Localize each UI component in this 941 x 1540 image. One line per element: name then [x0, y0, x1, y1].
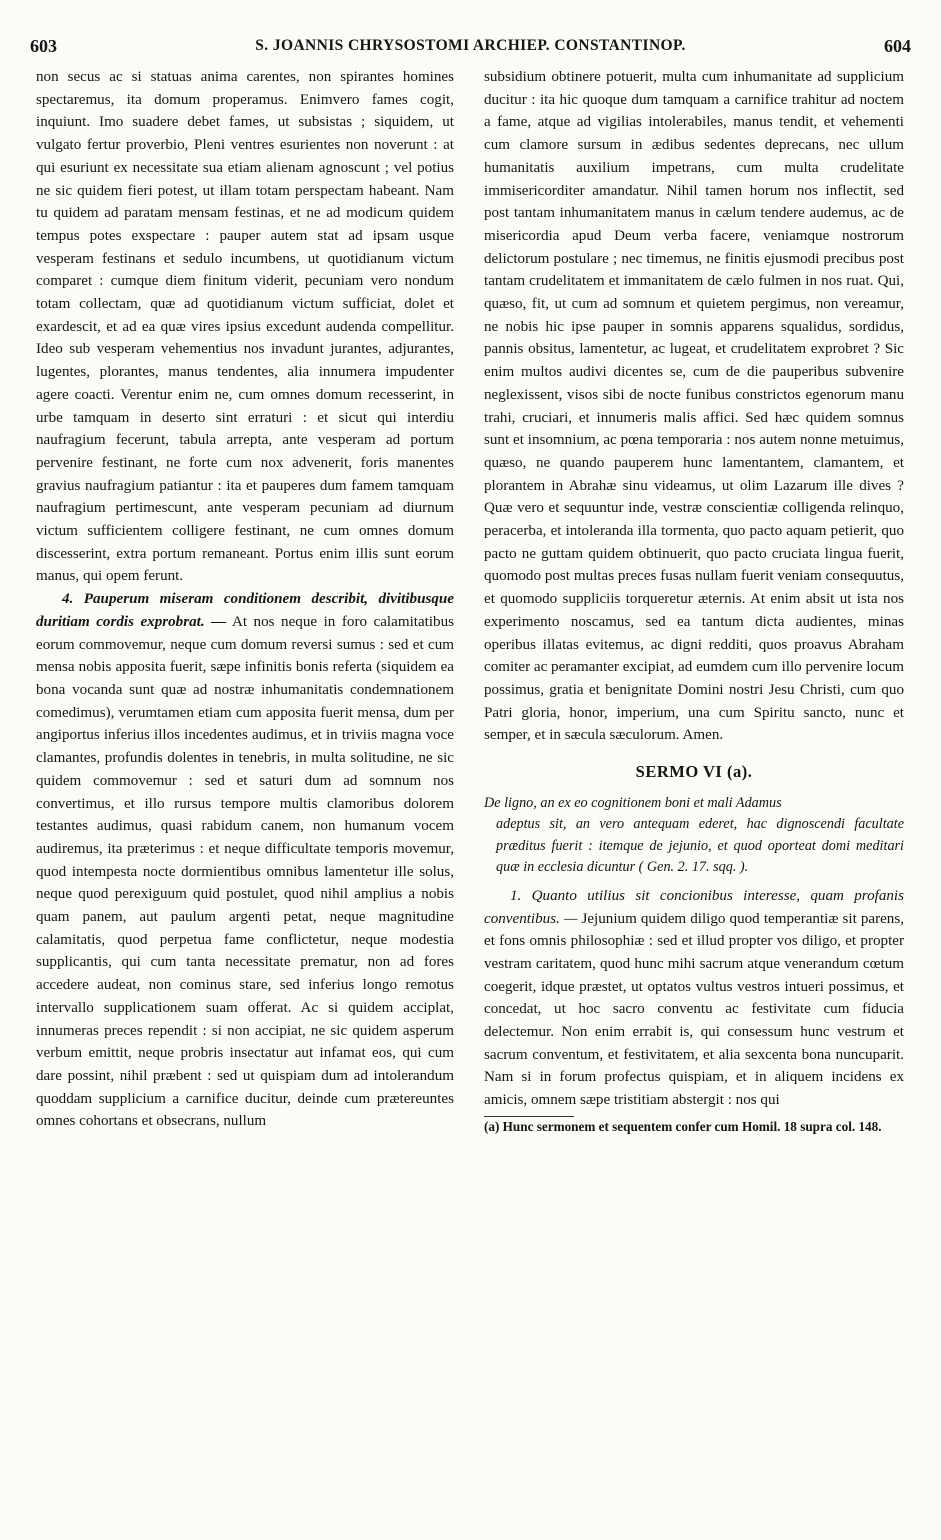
- footnote-rule: [484, 1116, 574, 1117]
- sermon-subtitle-rest: adeptus sit, an vero antequam ederet, hac dignoscendi facultate præditus fuerit : itemque de jejunio, et quod oporteat domi meditari quæ in ecclesia dicuntur ( Gen. 2. 17. sqq. ).: [496, 816, 904, 876]
- running-header: [30, 36, 911, 64]
- section-4-paragraph: [36, 588, 454, 1133]
- section-1-heading: 1. Quanto utilius sit concionibus interesse, quam profanis conventibus. —: [484, 887, 904, 927]
- section-1-body: Jejunium quidem diligo quod temperantiæ sit parens, et fons omnis philosophiæ : sed et illud propter vos diligo, et propter vestram caritatem, quod hunc mihi sacrum atque venerandum cœtum coegerit, idque præstet, ut optatos vultus vestros intueri possimus, et concedat, ut hoc sacro conventu ac festivitate cum fiducia delectemur. Non enim errabit is, qui consessum hunc vestrum et sacrum conventum, et festivitatem, et alia sexcenta bona nuncuparit. Nam si in forum profectus quispiam, et in aliquem incidens ex amicis, omnem sæpe tristitiam abstergit : nos qui: [484, 910, 905, 1109]
- sermon-subtitle: [484, 793, 904, 879]
- sermon-title: SERMO VI (a).: [635, 762, 753, 782]
- sermon-subtitle-first: De ligno, an ex eo cognitionem boni et mali Adamus: [484, 794, 782, 811]
- paragraph-continued: non secus ac si statuas anima carentes, non spirantes homines spectaremus, ita domum properamus. Enimvero fames cogit, inquiunt. Imo suadere debet fames, ut subsistas ; siquidem, ut vulgato fertur proverbio, Pleni ventres esurientes non noverunt : at qui esuriunt ex necessitate sua etiam alienam agnoscunt ; vel potius ne sic quidem fieri potest, ut illam totam perspectam habeant. Nam tu quidem ad paratam mensam festinas, et ne ad modicum quidem tempus potes exspectare : pauper autem stat ad ipsam usque vesperam festinans et sedulo incumbens, ut quotidianum victum comparet : cumque diem finitum viderit, pecuniam vero nondum totam collectam, quæ ad quotidianum victum sufficiat, dolet et exardescit, et ad ea quæ vires ipsius excedunt audenda compellitur. Ideo sub vesperam vehementius nos invadunt jurantes, adjurantes, lugentes, plorantes, manus tendentes, alia innumera impudenter agere coacti. Verentur enim ne, cum omnes domum recesserint, in urbe tamquam in deserto sint erraturi : et sicut qui interdiu naufragium fecerunt, tabula arrepta, ante vesperam ad portum pervenire festinant, ne forte cum nox advenerit, foris manentes gravius naufragium patiantur : ita et pauperes dum famem tamquam naufragium pertimescunt, ante vesperam pecuniam ad diurnum victum sufficientem colligere festinant, ne cum omnes domum discesserint, extra portum remaneant. Portus enim illis sunt eorum manus, qui opem ferunt.: [36, 69, 454, 585]
- section-1-paragraph: [484, 885, 904, 1112]
- section-4-heading: 4. Pauperum miseram conditionem describit, divitibusque duritiam cordis exprobrat. —: [36, 591, 454, 630]
- section-4-body: At nos neque in foro calamitatibus eorum commovemur, neque cum domum reversi sumus : sed et cum mensa nobis apposita fuerit, sæpe infinitis bonis referta (siquidem ea bona vocanda sunt quæ ad nostræ inhumanitatis condemnationem comedimus), verumtamen etiam cum apposita fuerit mensa, dum per angiportus inferius illos incedentes audimus, et in triviis magna voce clamantes, profundis dolentes in tenebris, in multa solitudine, ne sic quidem commovemur : sed et saturi dum ad somnum nos convertimus, et illo rursus tempore multis clamoribus dolorem testantes audimus, quasi rabidum canem, non humanum vocem audiremus, ita prætеrimus : et neque difficultate temporis movemur, quod intempesta nocte dormientibus omnibus lamentetur ille solus, neque quod perexiguum quid postulet, quod nihil amplius a nobis quam panem, aut paulum argenti petat, neque magnitudine calamitatis, quod perpetua fame conflictetur, neque modestia supplicantis, qui cum tanta necessitate prematur, non ad fores accedere audeat, non cominus stare, sed inferius longo remotus intervallo supplicationem suam offerat. Ac si quidem acciplat, innumeras preces rependit : si non accipiat, ne sic quidem asperum verbum emittit, neque probris insectatur aut infamat eos, qui cum dare possint, nihil præbent : sed ut quispiam dum ad intolerandum quoddam supplicium a carnifice ducitur, deinde cum prætereuntes omnes cohortans et obsecrans, nullum: [36, 613, 455, 1130]
- left-column: [36, 66, 454, 1133]
- paragraph-continued-right: subsidium obtinere potuerit, multa cum inhumanitate ad supplicium ducitur : ita hic quoque dum tamquam a carnifice trahitur ad noctem a fame, atque ad vigilias intolerabiles, manus tendit, et vehementi cum clamore sursum in ædibus sedentes deprecans, nec ullum humanitatis auxilium impetrans, cum multa crudelitate immisericorditer amandatur. Nihil tamen horum nos inflectit, sed post tantam inhumanitatem manus in cælum tendere audemus, ac de misericordia apud Deum verba facere, veniamque nostrorum delictorum postulare ; nec timemus, ne finitis ejusmodi precibus post tantam crudelitatem et immanitatem de cælo fulmen in nos ruat. Qui, quæso, fit, ut cum ad somnum et quietem pergimus, non vereamur, ne nobis hic ipse pauper in somnis apparens squalidus, sordidus, pannis obsitus, lamentetur, ac lugeat, et crudelitatem exprobret ? Sic enim multos audivi dicentes se, cum de die pauperibus subvenire neglexissent, visos sibi de nocte funibus constrictos egenorum manu trahi, cruciari, et innumeris malis affici. Sed hæc quidem somnus sunt et insomnium, ac pœna temporaria : nos autem nonne metuimus, quæso, ne quando pauperem hunc lamentantem, clamantem, et plorantem in Abrahæ sinu videamus, ut olim Lazarum ille dives ? Quæ vero et sequuntur inde, vestræ conscientiæ colligenda relinquo, peracerba, et intoleranda illa tormenta, quo pacto aquam petierit, quo pacto ne guttam quidem obtinuerit, quo pacto cruciata lingua fuerit, quomodo post multas preces fusas nullam fuerit veniam consequutus, et quomodo suppliciis torqueretur æternis. At enim absit ut ista nos experimento noscamus, sed ea tantum dicta audientes, minas operibus illatas evitemus, ac digni redditi, quos proavus Abraham comiter ac peramanter excipiat, ad eumdem cum illo pervenire locum possimus, gratia et benignitate Domini nostri Jesu Christi, cum quo Patri gloria, honor, imperium, una cum Spiritu sancto, nunc et semper, et in sæcula sæculorum. Amen.: [484, 69, 904, 744]
- footnote: (a) Hunc sermonem et sequentem confer cum Homil. 18 supra col. 148.: [484, 1118, 882, 1134]
- right-column: [484, 66, 904, 1135]
- running-title: S. JOANNIS CHRYSOSTOMI ARCHIEP. CONSTANTINOP.: [255, 37, 686, 54]
- page-number-right: 604: [884, 36, 911, 56]
- page-number-left: 603: [30, 36, 57, 56]
